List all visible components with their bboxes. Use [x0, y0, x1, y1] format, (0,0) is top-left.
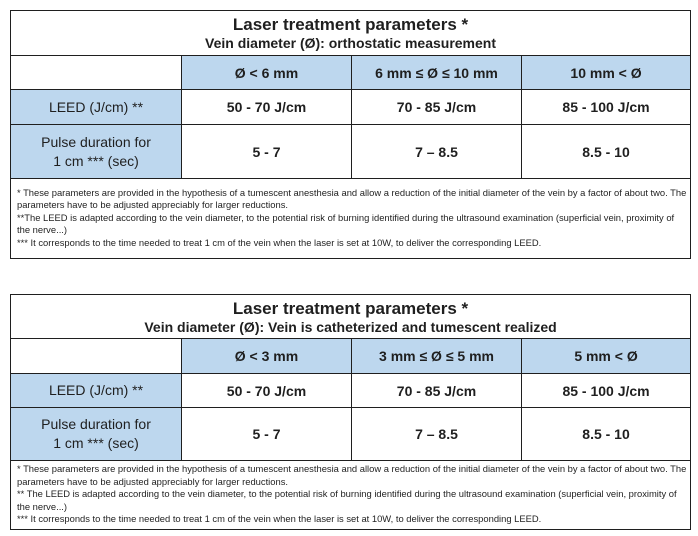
footnotes: [11, 179, 691, 259]
column-header: 3 mm ≤ Ø ≤ 5 mm: [352, 339, 522, 374]
table-subtitle: Vein diameter (Ø): Vein is catheterized and tumescent realized: [144, 318, 557, 335]
table-cell: 5 - 7: [182, 125, 352, 179]
table-row-pulse: [11, 125, 691, 179]
footnote: * These parameters are provided in the hypothesis of a tumescent anesthesia and allow a reduction of the initial diameter of the vein by a factor of about two. The parameters have to be adjusted appreciably for larger reductions.: [17, 463, 687, 487]
row-header-line: Pulse duration for: [41, 133, 151, 150]
row-header-pulse: [11, 125, 182, 179]
table-cell: 8.5 - 10: [522, 408, 691, 461]
laser-params-table-catheterized: [10, 294, 691, 530]
table-title-cell: [11, 11, 691, 56]
table-title: Laser treatment parameters *: [232, 15, 469, 34]
footnote: *** It corresponds to the time needed to treat 1 cm of the vein when the laser is set at 10W, to deliver the corresponding LEED.: [17, 513, 542, 524]
column-header: 10 mm < Ø: [522, 56, 691, 90]
table-title: Laser treatment parameters *: [232, 298, 469, 318]
footnote: *** It corresponds to the time needed to treat 1 cm of the vein when the laser is set at 10W, to deliver the corresponding LEED.: [17, 236, 542, 248]
table-cell: 5 - 7: [182, 408, 352, 461]
row-header-leed: LEED (J/cm) **: [11, 90, 182, 125]
table-cell: 50 - 70 J/cm: [182, 90, 352, 125]
row-header-leed: LEED (J/cm) **: [11, 374, 182, 408]
footnote: **The LEED is adapted according to the vein diameter, to the potential risk of burning identified during the ultrasound examination (superficial vein, proximity of the nerve...): [17, 211, 675, 236]
table-cell: 70 - 85 J/cm: [352, 374, 522, 408]
row-header-pulse: [11, 408, 182, 461]
footnotes: [11, 461, 691, 530]
column-header: 5 mm < Ø: [522, 339, 691, 374]
table-cell: 70 - 85 J/cm: [352, 90, 522, 125]
table-cell: 7 – 8.5: [352, 125, 522, 179]
table-row-leed: [11, 374, 691, 408]
corner-cell: [11, 339, 182, 374]
table-cell: 8.5 - 10: [522, 125, 691, 179]
column-header: Ø < 6 mm: [182, 56, 352, 90]
corner-cell: [11, 56, 182, 90]
table-cell: 50 - 70 J/cm: [182, 374, 352, 408]
table-row-leed: [11, 90, 691, 125]
footnote: * These parameters are provided in the hypothesis of a tumescent anesthesia and allow a reduction of the initial diameter of the vein by a factor of about two. The parameters have to be adjusted appreciably for larger reductions.: [17, 186, 687, 211]
row-header-line: 1 cm *** (sec): [53, 152, 139, 169]
footnote: ** The LEED is adapted according to the vein diameter, to the potential risk of burning identified during the ultrasound examination (superficial vein, proximity of the nerve...): [17, 488, 677, 512]
column-header: Ø < 3 mm: [182, 339, 352, 374]
table-cell: 85 - 100 J/cm: [522, 90, 691, 125]
row-header-line: Pulse duration for: [41, 416, 151, 432]
table-subtitle: Vein diameter (Ø): orthostatic measurement: [205, 35, 496, 51]
table-cell: 85 - 100 J/cm: [522, 374, 691, 408]
table-cell: 7 – 8.5: [352, 408, 522, 461]
row-header-line: 1 cm *** (sec): [53, 435, 139, 451]
table-title-cell: [11, 295, 691, 339]
table-row-pulse: [11, 408, 691, 461]
column-header: 6 mm ≤ Ø ≤ 10 mm: [352, 56, 522, 90]
laser-params-table-orthostatic: [10, 10, 691, 259]
